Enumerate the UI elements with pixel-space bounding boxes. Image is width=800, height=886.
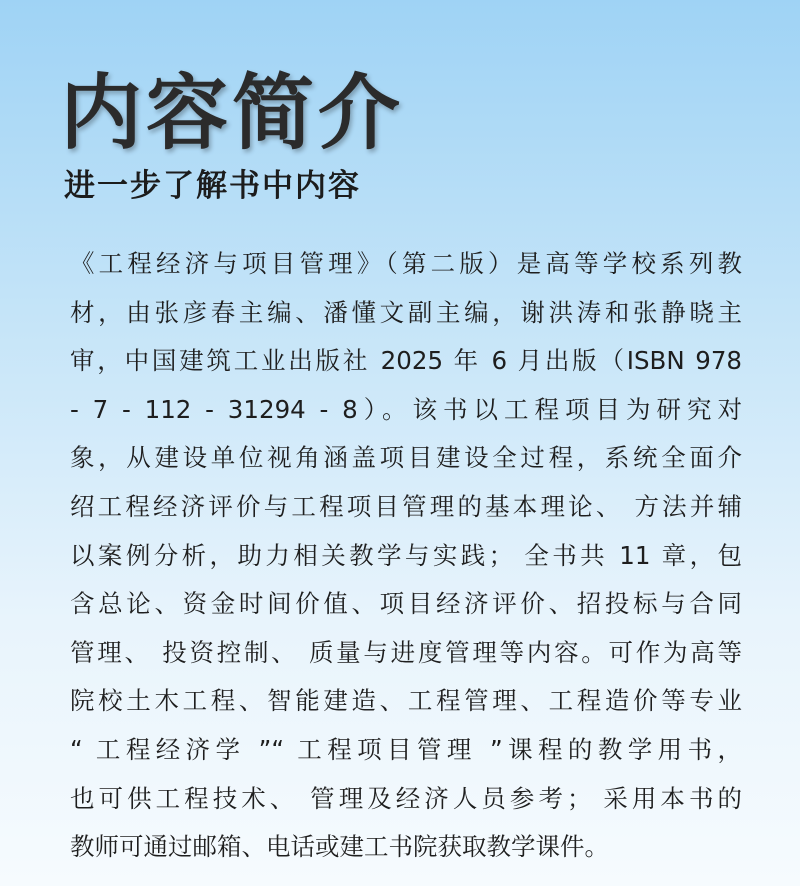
paragraph-line: 象，从建设单位视角涵盖项目建设全过程，系统全面介 xyxy=(70,443,742,473)
intro-paragraph xyxy=(70,240,742,872)
page-subtitle: 进一步了解书中内容 xyxy=(64,168,361,204)
paragraph-line: 以案例分析，助力相关教学与实践； 全书共 11 章，包 xyxy=(70,540,742,570)
paragraph-line: 含总论、资金时间价值、项目经济评价、招投标与合同 xyxy=(70,589,742,619)
paragraph-line: - 7 - 112 - 31294 - 8）。该书以工程项目为研究对 xyxy=(70,394,742,424)
paragraph-line: 材，由张彦春主编、潘懂文副主编，谢洪涛和张静晓主 xyxy=(70,297,742,327)
page-title: 内容简介 xyxy=(60,66,405,161)
paragraph-line: 绍工程经济评价与工程项目管理的基本理论、 方法并辅 xyxy=(70,491,742,521)
paragraph-line: 审，中国建筑工业出版社 2025 年 6 月出版（ISBN 978 xyxy=(70,346,742,376)
paragraph-line: 教师可通过邮箱、电话或建工书院获取教学课件。 xyxy=(70,832,609,862)
paragraph-line: 院校土木工程、智能建造、工程管理、工程造价等专业 xyxy=(70,686,742,716)
paragraph-line: 《工程经济与项目管理》（第二版）是高等学校系列教 xyxy=(70,249,742,278)
paragraph-line: 管理、 投资控制、 质量与进度管理等内容。可作为高等 xyxy=(70,637,742,667)
paragraph-line: “ 工程经济学 ”“ 工程项目管理 ”课程的教学用书， xyxy=(70,734,742,764)
paragraph-line: 也可供工程技术、 管理及经济人员参考； 采用本书的 xyxy=(70,783,742,813)
